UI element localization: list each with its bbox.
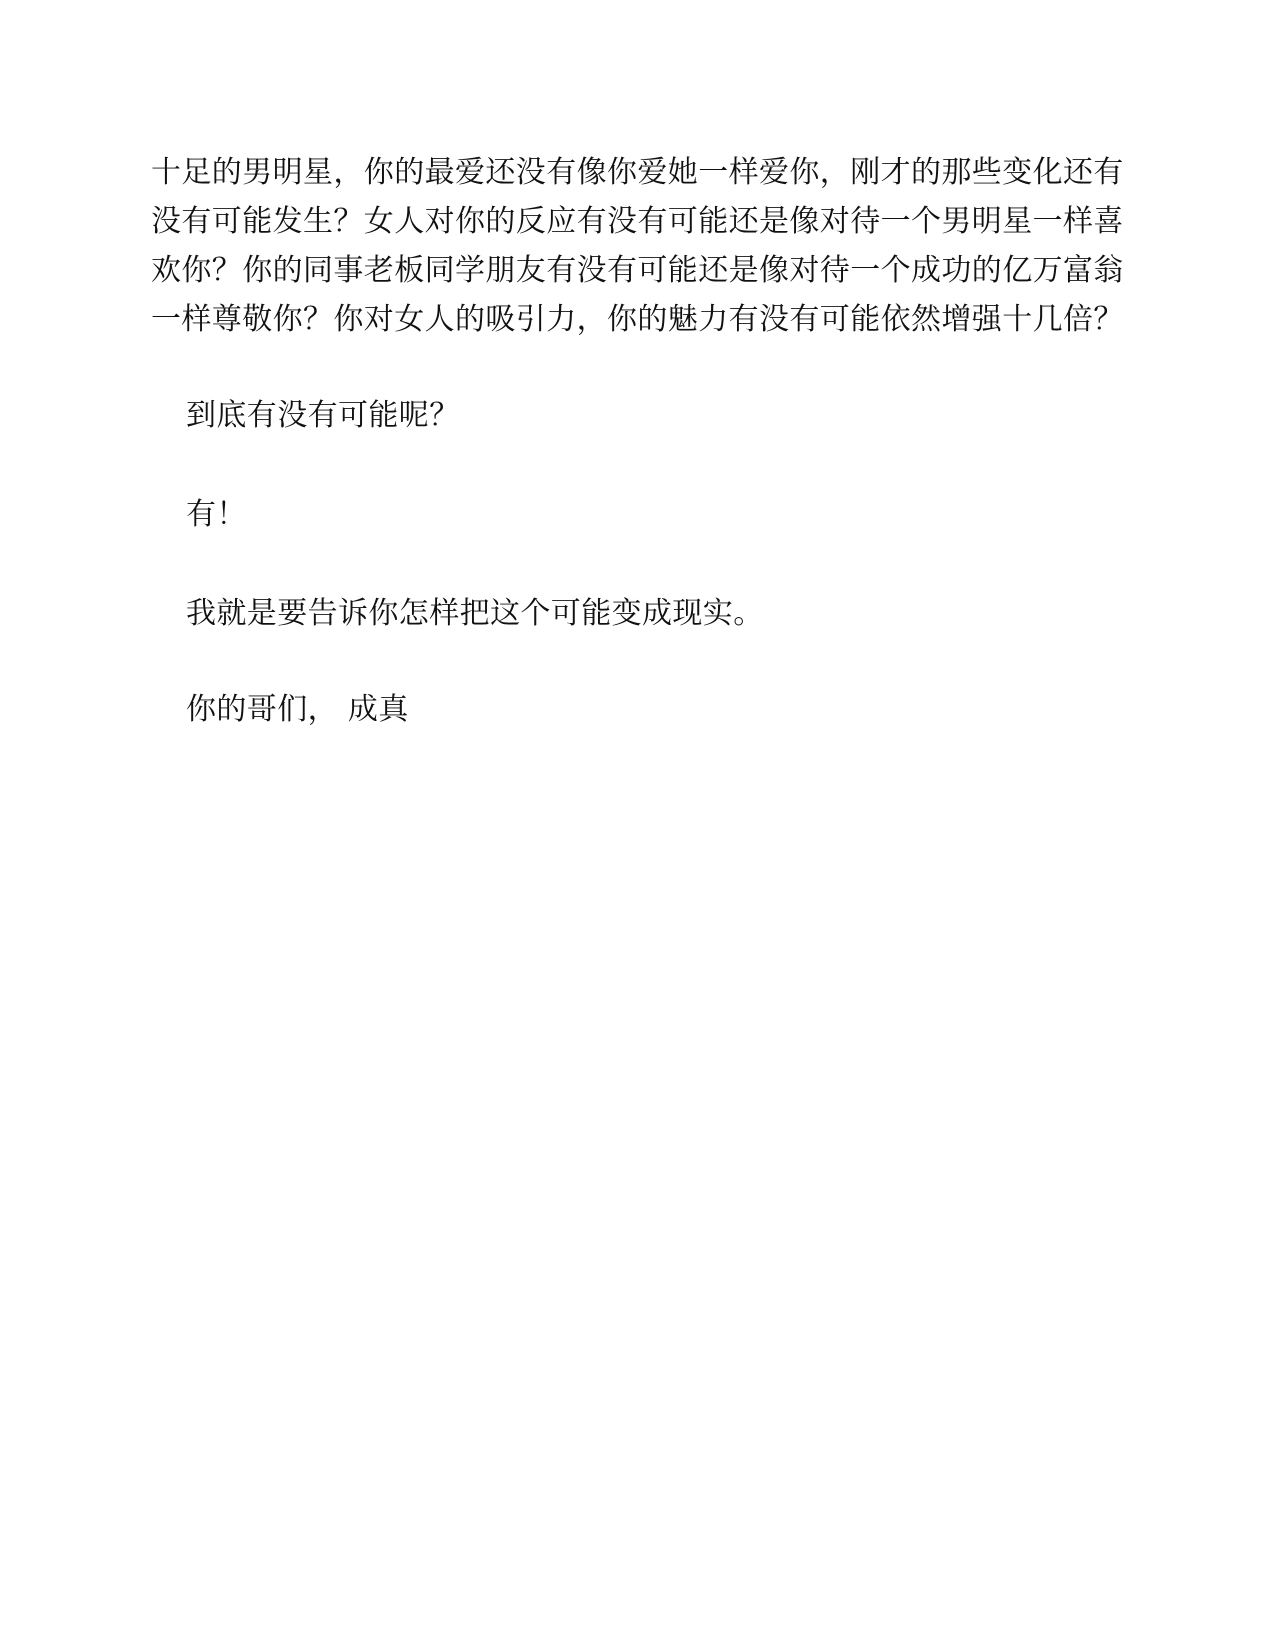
- paragraph-signature: 你的哥们， 成真: [186, 692, 409, 727]
- paragraph-question: 到底有没有可能呢？: [186, 398, 460, 433]
- paragraph-continued: 十足的男明星，你的最爱还没有像你爱她一样爱你，刚才的那些变化还有没有可能发生？女人对你的反应有没有可能还是像对待一个男明星一样喜欢你？你的同事老板同学朋友有没有可能还是像对待一个成功的亿万富翁一样尊敬你？你对女人的吸引力，你的魅力有没有可能依然增强十几倍？: [151, 155, 1124, 337]
- paragraph-answer: 有！: [186, 497, 247, 532]
- document-body: [151, 148, 1127, 734]
- paragraph-statement: 我就是要告诉你怎样把这个可能变成现实。: [186, 596, 764, 631]
